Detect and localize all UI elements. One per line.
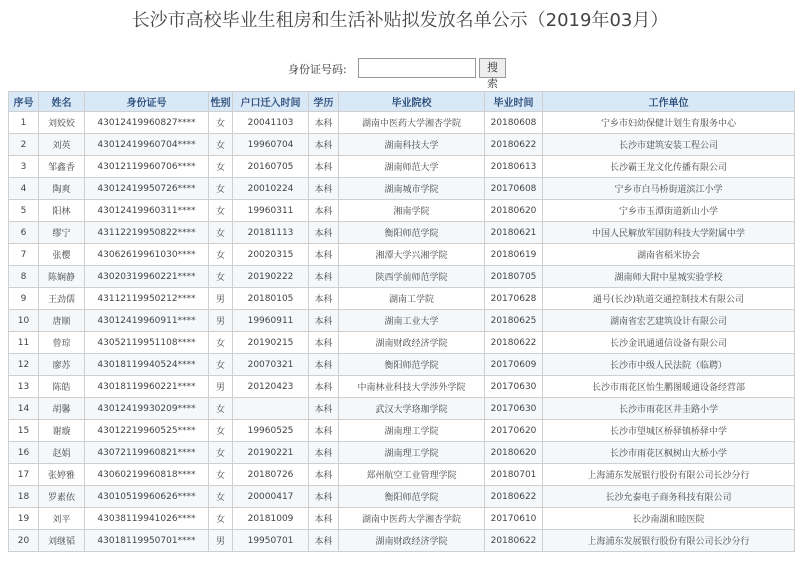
cell-gender: 女 [209, 486, 233, 508]
cell-degree: 本科 [309, 244, 339, 266]
cell-school: 湖南城市学院 [339, 178, 485, 200]
cell-school: 湖南理工学院 [339, 420, 485, 442]
cell-school: 陕西学前师范学院 [339, 266, 485, 288]
cell-degree: 本科 [309, 288, 339, 310]
cell-degree: 本科 [309, 178, 339, 200]
cell-gender: 男 [209, 288, 233, 310]
cell-index: 9 [9, 288, 39, 310]
cell-employer: 长沙霸王龙文化传播有限公司 [543, 156, 795, 178]
cell-employer: 长沙市雨花区井圭路小学 [543, 398, 795, 420]
cell-graduation-date: 20170630 [485, 376, 543, 398]
table-row [9, 266, 795, 288]
table-row [9, 244, 795, 266]
cell-hukou-date: 19950701 [233, 530, 309, 552]
cell-name: 廖苏 [39, 354, 85, 376]
cell-graduation-date: 20180622 [485, 486, 543, 508]
cell-index: 15 [9, 420, 39, 442]
header-hukou-date: 户口迁入时间 [233, 92, 309, 112]
table-row [9, 508, 795, 530]
cell-graduation-date: 20170609 [485, 354, 543, 376]
cell-gender: 女 [209, 398, 233, 420]
cell-hukou-date: 20190221 [233, 442, 309, 464]
cell-graduation-date: 20180613 [485, 156, 543, 178]
cell-degree: 本科 [309, 222, 339, 244]
cell-graduation-date: 20180619 [485, 244, 543, 266]
header-school: 毕业院校 [339, 92, 485, 112]
cell-id-number: 43018119960221**** [85, 376, 209, 398]
table-row [9, 486, 795, 508]
cell-degree: 本科 [309, 508, 339, 530]
cell-id-number: 43072119960821**** [85, 442, 209, 464]
table-row [9, 332, 795, 354]
cell-degree: 本科 [309, 354, 339, 376]
table-row [9, 376, 795, 398]
cell-degree: 本科 [309, 420, 339, 442]
cell-school: 湖南工学院 [339, 288, 485, 310]
cell-school: 湘南学院 [339, 200, 485, 222]
cell-school: 湖南中医药大学湘杏学院 [339, 508, 485, 530]
cell-gender: 女 [209, 134, 233, 156]
cell-index: 5 [9, 200, 39, 222]
search-bar [0, 58, 800, 90]
table-row [9, 420, 795, 442]
cell-hukou-date: 19960911 [233, 310, 309, 332]
cell-graduation-date: 20170630 [485, 398, 543, 420]
cell-school: 湖南财政经济学院 [339, 332, 485, 354]
cell-gender: 女 [209, 244, 233, 266]
cell-name: 缪宁 [39, 222, 85, 244]
cell-name: 张樱 [39, 244, 85, 266]
cell-id-number: 43012419960827**** [85, 112, 209, 134]
cell-degree: 本科 [309, 486, 339, 508]
cell-graduation-date: 20180620 [485, 200, 543, 222]
cell-school: 衡阳师范学院 [339, 222, 485, 244]
cell-school: 中南林业科技大学涉外学院 [339, 376, 485, 398]
cell-id-number: 43012419930209**** [85, 398, 209, 420]
cell-hukou-date: 20181009 [233, 508, 309, 530]
cell-school: 武汉大学珞珈学院 [339, 398, 485, 420]
page-title: 长沙市高校毕业生租房和生活补贴拟发放名单公示（2019年03月） [131, 10, 669, 31]
cell-name: 邹鑫香 [39, 156, 85, 178]
cell-employer: 上海浦东发展银行股份有限公司长沙分行 [543, 530, 795, 552]
cell-school: 衡阳师范学院 [339, 486, 485, 508]
cell-degree: 本科 [309, 266, 339, 288]
cell-gender: 女 [209, 156, 233, 178]
header-name: 姓名 [39, 92, 85, 112]
cell-name: 张婷雅 [39, 464, 85, 486]
table-row [9, 178, 795, 200]
cell-index: 12 [9, 354, 39, 376]
cell-index: 7 [9, 244, 39, 266]
cell-gender: 女 [209, 354, 233, 376]
cell-gender: 女 [209, 508, 233, 530]
cell-employer: 宁乡市白马桥街道滨江小学 [543, 178, 795, 200]
cell-employer: 长沙市望城区桥驿镇桥驿中学 [543, 420, 795, 442]
cell-hukou-date: 20190215 [233, 332, 309, 354]
cell-hukou-date: 20000417 [233, 486, 309, 508]
header-gender: 性别 [209, 92, 233, 112]
cell-employer: 通号(长沙)轨道交通控制技术有限公司 [543, 288, 795, 310]
cell-employer: 长沙市雨花区怡生鹏图暖通设备经营部 [543, 376, 795, 398]
cell-employer: 宁乡市妇幼保健计划生育服务中心 [543, 112, 795, 134]
table-row [9, 222, 795, 244]
cell-hukou-date: 19960704 [233, 134, 309, 156]
id-number-input[interactable] [358, 58, 476, 78]
cell-employer: 湖南省宏艺建筑设计有限公司 [543, 310, 795, 332]
cell-graduation-date: 20170620 [485, 420, 543, 442]
cell-hukou-date: 20010224 [233, 178, 309, 200]
cell-id-number: 43052119951108**** [85, 332, 209, 354]
cell-index: 19 [9, 508, 39, 530]
cell-degree: 本科 [309, 332, 339, 354]
cell-degree: 本科 [309, 376, 339, 398]
cell-employer: 长沙市雨花区枫树山大桥小学 [543, 442, 795, 464]
cell-index: 13 [9, 376, 39, 398]
cell-name: 唐顺 [39, 310, 85, 332]
cell-name: 阳林 [39, 200, 85, 222]
cell-name: 王劲儒 [39, 288, 85, 310]
cell-hukou-date: 20020315 [233, 244, 309, 266]
cell-index: 16 [9, 442, 39, 464]
cell-id-number: 43060219960818**** [85, 464, 209, 486]
cell-name: 刘英 [39, 134, 85, 156]
cell-school: 湘潭大学兴湘学院 [339, 244, 485, 266]
cell-gender: 女 [209, 420, 233, 442]
subsidy-list-table [8, 91, 795, 552]
search-button[interactable]: 搜 索 [479, 58, 506, 78]
table-row [9, 464, 795, 486]
cell-index: 1 [9, 112, 39, 134]
cell-hukou-date: 20120423 [233, 376, 309, 398]
table-row [9, 442, 795, 464]
cell-graduation-date: 20180701 [485, 464, 543, 486]
cell-employer: 长沙南湖和睦医院 [543, 508, 795, 530]
cell-id-number: 43018119950701**** [85, 530, 209, 552]
cell-index: 6 [9, 222, 39, 244]
cell-graduation-date: 20170610 [485, 508, 543, 530]
cell-graduation-date: 20180622 [485, 332, 543, 354]
cell-id-number: 43012119960706**** [85, 156, 209, 178]
cell-school: 湖南科技大学 [339, 134, 485, 156]
cell-employer: 宁乡市玉潭街道新山小学 [543, 200, 795, 222]
cell-gender: 女 [209, 178, 233, 200]
cell-id-number: 43062619961030**** [85, 244, 209, 266]
cell-hukou-date: 20041103 [233, 112, 309, 134]
cell-school: 衡阳师范学院 [339, 354, 485, 376]
cell-employer: 湖南师大附中星城实验学校 [543, 266, 795, 288]
table-row [9, 530, 795, 552]
table-header-row [9, 92, 795, 112]
header-index: 序号 [9, 92, 39, 112]
cell-name: 陈皓 [39, 376, 85, 398]
cell-degree: 本科 [309, 112, 339, 134]
cell-name: 曾琼 [39, 332, 85, 354]
cell-id-number: 43112219950822**** [85, 222, 209, 244]
table-row [9, 288, 795, 310]
header-graduation-date: 毕业时间 [485, 92, 543, 112]
cell-id-number: 43010519960626**** [85, 486, 209, 508]
cell-degree: 本科 [309, 442, 339, 464]
cell-employer: 长沙市中级人民法院（临聘） [543, 354, 795, 376]
table-row [9, 200, 795, 222]
cell-school: 湖南工业大学 [339, 310, 485, 332]
cell-hukou-date: 19960311 [233, 200, 309, 222]
cell-gender: 女 [209, 464, 233, 486]
cell-index: 17 [9, 464, 39, 486]
id-number-label: 身份证号码: [288, 63, 347, 76]
cell-name: 陈娴静 [39, 266, 85, 288]
cell-id-number: 43038119941026**** [85, 508, 209, 530]
cell-hukou-date: 20070321 [233, 354, 309, 376]
table-row [9, 354, 795, 376]
cell-name: 刘继韬 [39, 530, 85, 552]
cell-gender: 女 [209, 200, 233, 222]
cell-index: 2 [9, 134, 39, 156]
cell-employer: 长沙金讯通通信设备有限公司 [543, 332, 795, 354]
cell-gender: 男 [209, 376, 233, 398]
cell-name: 谢璇 [39, 420, 85, 442]
cell-gender: 女 [209, 442, 233, 464]
cell-employer: 中国人民解放军国防科技大学附属中学 [543, 222, 795, 244]
cell-id-number: 43012419960704**** [85, 134, 209, 156]
cell-index: 3 [9, 156, 39, 178]
cell-name: 赵娟 [39, 442, 85, 464]
cell-graduation-date: 20180608 [485, 112, 543, 134]
cell-hukou-date: 20180105 [233, 288, 309, 310]
cell-gender: 女 [209, 266, 233, 288]
cell-name: 胡馨 [39, 398, 85, 420]
cell-school: 湖南财政经济学院 [339, 530, 485, 552]
cell-graduation-date: 20180621 [485, 222, 543, 244]
table-row [9, 156, 795, 178]
cell-graduation-date: 20180622 [485, 134, 543, 156]
cell-id-number: 43012419950726**** [85, 178, 209, 200]
cell-index: 10 [9, 310, 39, 332]
cell-graduation-date: 20170608 [485, 178, 543, 200]
header-id-number: 身份证号 [85, 92, 209, 112]
cell-degree: 本科 [309, 530, 339, 552]
cell-name: 刘姣姣 [39, 112, 85, 134]
cell-employer: 长沙市建筑安装工程公司 [543, 134, 795, 156]
cell-id-number: 43012219960525**** [85, 420, 209, 442]
cell-employer: 湖南省稻米协会 [543, 244, 795, 266]
cell-graduation-date: 20180625 [485, 310, 543, 332]
cell-gender: 女 [209, 332, 233, 354]
cell-hukou-date: 20190222 [233, 266, 309, 288]
cell-degree: 本科 [309, 464, 339, 486]
cell-hukou-date [233, 398, 309, 420]
cell-degree: 本科 [309, 156, 339, 178]
cell-graduation-date: 20170628 [485, 288, 543, 310]
cell-id-number: 43012419960311**** [85, 200, 209, 222]
table-row [9, 310, 795, 332]
cell-hukou-date: 19960525 [233, 420, 309, 442]
cell-index: 18 [9, 486, 39, 508]
cell-degree: 本科 [309, 310, 339, 332]
cell-id-number: 43012419960911**** [85, 310, 209, 332]
cell-id-number: 43112119950212**** [85, 288, 209, 310]
cell-gender: 男 [209, 530, 233, 552]
table-row [9, 134, 795, 156]
cell-gender: 女 [209, 112, 233, 134]
cell-employer: 上海浦东发展银行股份有限公司长沙分行 [543, 464, 795, 486]
cell-school: 湖南中医药大学湘杏学院 [339, 112, 485, 134]
cell-graduation-date: 20180620 [485, 442, 543, 464]
cell-index: 14 [9, 398, 39, 420]
cell-graduation-date: 20180705 [485, 266, 543, 288]
header-degree: 学历 [309, 92, 339, 112]
cell-id-number: 43018119940524**** [85, 354, 209, 376]
cell-name: 刘平 [39, 508, 85, 530]
cell-school: 湖南理工学院 [339, 442, 485, 464]
cell-school: 湖南师范大学 [339, 156, 485, 178]
table-row [9, 112, 795, 134]
cell-graduation-date: 20180622 [485, 530, 543, 552]
cell-school: 郑州航空工业管理学院 [339, 464, 485, 486]
cell-index: 11 [9, 332, 39, 354]
header-employer: 工作单位 [543, 92, 795, 112]
cell-name: 罗素依 [39, 486, 85, 508]
cell-hukou-date: 20180726 [233, 464, 309, 486]
cell-degree: 本科 [309, 134, 339, 156]
cell-degree: 本科 [309, 398, 339, 420]
cell-hukou-date: 20181113 [233, 222, 309, 244]
cell-employer: 长沙允泰电子商务科技有限公司 [543, 486, 795, 508]
cell-index: 4 [9, 178, 39, 200]
cell-name: 陶爽 [39, 178, 85, 200]
cell-hukou-date: 20160705 [233, 156, 309, 178]
table-row [9, 398, 795, 420]
cell-degree: 本科 [309, 200, 339, 222]
cell-id-number: 43020319960221**** [85, 266, 209, 288]
cell-gender: 女 [209, 222, 233, 244]
cell-gender: 男 [209, 310, 233, 332]
cell-index: 8 [9, 266, 39, 288]
cell-index: 20 [9, 530, 39, 552]
